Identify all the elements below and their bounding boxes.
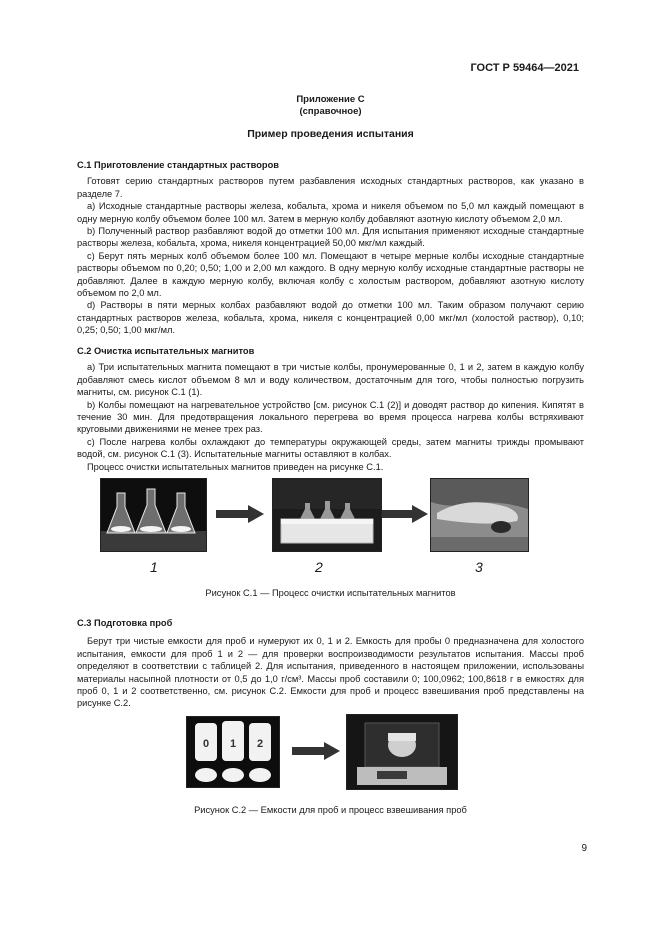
rinsing-photo xyxy=(430,478,529,552)
arrow-right-icon xyxy=(216,505,264,523)
section-c1-heading: С.1 Приготовление стандартных растворов xyxy=(77,160,279,170)
annex-title: Приложение С xyxy=(296,94,365,105)
page-title: Пример проведения испытания xyxy=(247,128,414,140)
section-c3-heading: С.3 Подготовка проб xyxy=(77,618,173,628)
section-c2-summary: Процесс очистки испытательных магнитов приведен на рисунке С.1. xyxy=(87,461,384,472)
figure-c1-label-2: 2 xyxy=(315,559,323,575)
arrow-right-icon xyxy=(382,505,428,523)
arrow-right-icon xyxy=(292,742,340,760)
annex-heading xyxy=(0,94,661,118)
flasks-photo xyxy=(100,478,207,552)
figure-c1-label-3: 3 xyxy=(475,559,483,575)
sample-bottles-photo xyxy=(186,716,280,788)
section-c1-item-a: a) Исходные стандартные растворы железа, кобальта, хрома и никеля объемом по 5,0 мл каждый помещают в одну мерную колбу объемом более 100 мл. Затем в мерную колбу добавляют азотную кислоту объемом 2,0 мл. xyxy=(77,201,584,224)
section-c2 xyxy=(77,345,584,473)
section-c1-item-b: b) Полученный раствор разбавляют водой до отметки 100 мл. Для испытания применяют исходные стандартные растворы железа, кобальта, хрома, никеля концентрацией 50,00 мкг/мл каждый. xyxy=(77,226,584,249)
section-c1-item-d: d) Растворы в пяти мерных колбах разбавляют водой до отметки 100 мл. Таким образом получают серию стандартных растворов железа, кобальта, хрома, никеля с концентрацией 0,00 мкг/мл (холостой раствор), 0,10; 0,25; 0,50; 1,00 мкг/мл. xyxy=(77,300,584,336)
section-c3 xyxy=(77,617,584,710)
annex-subtitle: (справочное) xyxy=(299,106,362,117)
bottle-label-1: 1 xyxy=(229,738,237,750)
section-c3-text: Берут три чистые емкости для проб и нумеруют их 0, 1 и 2. Емкость для пробы 0 предназначена для холостого испытания, емкости для проб 1 и 2 — для проверки воспроизводимости результатов испытания. Массы проб определяют в соответствии с таблицей 2. Для испытания, приведенного в настоящем приложении, использованы материалы насыпной плотности от 0,5 до 1,0 г/см³. Массы проб составили 0; 100,0962; 100,8618 г в емкостях для проб 0, 1 и 2 соответственно, см. рисунок С.2. Емкости для проб и процесс взвешивания проб представлены на рисунке С.2. xyxy=(77,636,584,709)
balance-photo xyxy=(346,714,458,790)
section-c2-item-b: b) Колбы помещают на нагревательное устройство [см. рисунок С.1 (2)] и доводят раствор до кипения. Кипятят в течение 30 мин. Для предотвращения локального перегрева во время процесса нагрева колбы встряхивают круговыми движениями не менее трех раз. xyxy=(77,399,584,435)
figure-c1-caption: Рисунок С.1 — Процесс очистки испытательных магнитов xyxy=(205,588,456,598)
section-c1-item-c: c) Берут пять мерных колб объемом более 100 мл. Помещают в четыре мерные колбы исходные стандартные растворы объемом по 0,20; 0,50; 1,00 и 2,00 мл каждого. В одну мерную колбу исходные стандартные растворы не добавляют. Далее в каждую мерную колбу, включая колбу с холостым раствором, добавляют азотную кислоту объемом по 2,0 мл. xyxy=(77,250,584,299)
section-c2-item-a: a) Три испытательных магнита помещают в три чистые колбы, пронумерованные 0, 1 и 2, затем в каждую колбу добавляют смесь кислот объемом 8 мл и воду количеством, достаточным для того, чтобы полностью погрузить магниты, см. рисунок С.1 (1). xyxy=(77,362,584,398)
page-number: 9 xyxy=(581,843,587,854)
section-c1 xyxy=(77,159,584,337)
bottle-label-2: 2 xyxy=(256,738,264,750)
figure-c2-caption: Рисунок С.2 — Емкости для проб и процесс взвешивания проб xyxy=(194,805,467,815)
section-c2-item-c: c) После нагрева колбы охлаждают до температуры окружающей среды, затем магниты трижды промывают водой, см. рисунок С.1 (3). Испытательные магниты оставляют в колбах. xyxy=(77,436,584,460)
heater-photo xyxy=(272,478,382,552)
standard-id: ГОСТ Р 59464—2021 xyxy=(470,62,579,74)
section-c1-intro: Готовят серию стандартных растворов путем разбавления исходных стандартных растворов, как указано в разделе 7. xyxy=(77,176,584,199)
section-c2-heading: С.2 Очистка испытательных магнитов xyxy=(77,346,255,356)
figure-c1-label-1: 1 xyxy=(150,559,158,575)
bottle-label-0: 0 xyxy=(202,738,210,750)
